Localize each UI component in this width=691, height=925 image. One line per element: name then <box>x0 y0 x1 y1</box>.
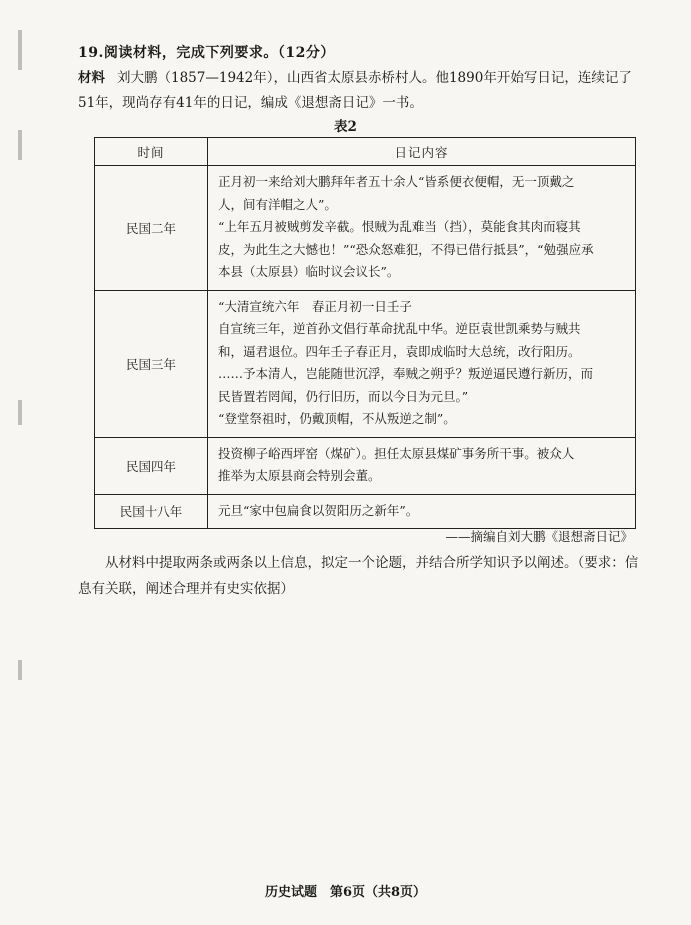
content-line: “上年五月被贼剪发辛截。恨贼为乱难当（挡），莫能食其肉而寝其 <box>218 219 581 234</box>
row-time: 民国二年 <box>95 166 208 291</box>
content-line: “大清宣统六年 春正月初一日壬子 <box>218 298 412 314</box>
row-time: 民国四年 <box>95 437 208 494</box>
task-instructions: 从材料中提取两条或两条以上信息，拟定一个论题，并结合所学知识予以阐述。（要求：信息有关联，阐述合理并有史实依据） <box>78 555 639 597</box>
row-content <box>208 437 636 494</box>
content-line: 推举为太原县商会特别会董。 <box>218 468 381 483</box>
content-line: 皮，为此生之大憾也！”“恐众怒难犯，不得已借行抵县”，“勉强应承 <box>218 241 594 257</box>
content-line: “登堂祭祖时，仍戴顶帽，不从叛逆之制”。 <box>218 411 456 426</box>
table-row <box>95 166 636 291</box>
material-text: 刘大鹏（1857—1942年），山西省太原县赤桥村人。他1890年开始写日记，连续记了51年，现尚存有41年的日记，编成《退想斋日记》一书。 <box>78 70 632 111</box>
page-footer: 历史试题 第6页（共8页） <box>264 885 427 900</box>
content-line: 和，逼君退位。四年壬子春正月，袁即成临时大总统，改行阳历。 <box>218 343 581 359</box>
header-time: 时间 <box>95 138 208 166</box>
row-content <box>208 290 636 437</box>
row-time: 民国三年 <box>95 290 208 437</box>
table-header-row <box>95 138 636 166</box>
content-line: 自宣统三年，逆首孙文倡行革命扰乱中华。逆臣袁世凯乘势与贼共 <box>218 321 581 336</box>
row-content <box>208 494 636 529</box>
table-caption: 表2 <box>334 119 357 135</box>
material-paragraph <box>78 66 638 116</box>
table-row <box>95 437 636 494</box>
material-label: 材料 <box>78 70 105 86</box>
table-row <box>95 494 636 529</box>
content-line: ……予本清人，岂能随世沉浮，奉贼之朔乎？叛逆逼民遵行新历，而 <box>218 366 594 381</box>
question-heading: 19.阅读材料，完成下列要求。（12分） <box>78 45 335 61</box>
source-citation: ——摘编自刘大鹏《退想斋日记》 <box>445 529 633 544</box>
content-line: 民皆置若罔闻，仍行旧历，而以今日为元旦。” <box>218 388 469 404</box>
scan-edge-marks <box>18 20 26 900</box>
row-time: 民国十八年 <box>95 494 208 529</box>
content-line: 元旦“家中包扁食以贺阳历之新年”。 <box>218 502 419 518</box>
content-line: 本县（太原县）临时议会议长”。 <box>218 264 400 279</box>
table-row <box>95 290 636 437</box>
content-line: 人，间有洋帽之人”。 <box>218 196 337 212</box>
content-line: 投资柳子峪西坪窑（煤矿）。担任太原县煤矿事务所干事。被众人 <box>218 445 575 461</box>
header-content: 日记内容 <box>208 138 636 166</box>
diary-table <box>94 137 636 529</box>
content-line: 正月初一来给刘大鹏拜年者五十余人“皆系便衣便帽，无一顶戴之 <box>218 174 575 189</box>
row-content <box>208 166 636 291</box>
